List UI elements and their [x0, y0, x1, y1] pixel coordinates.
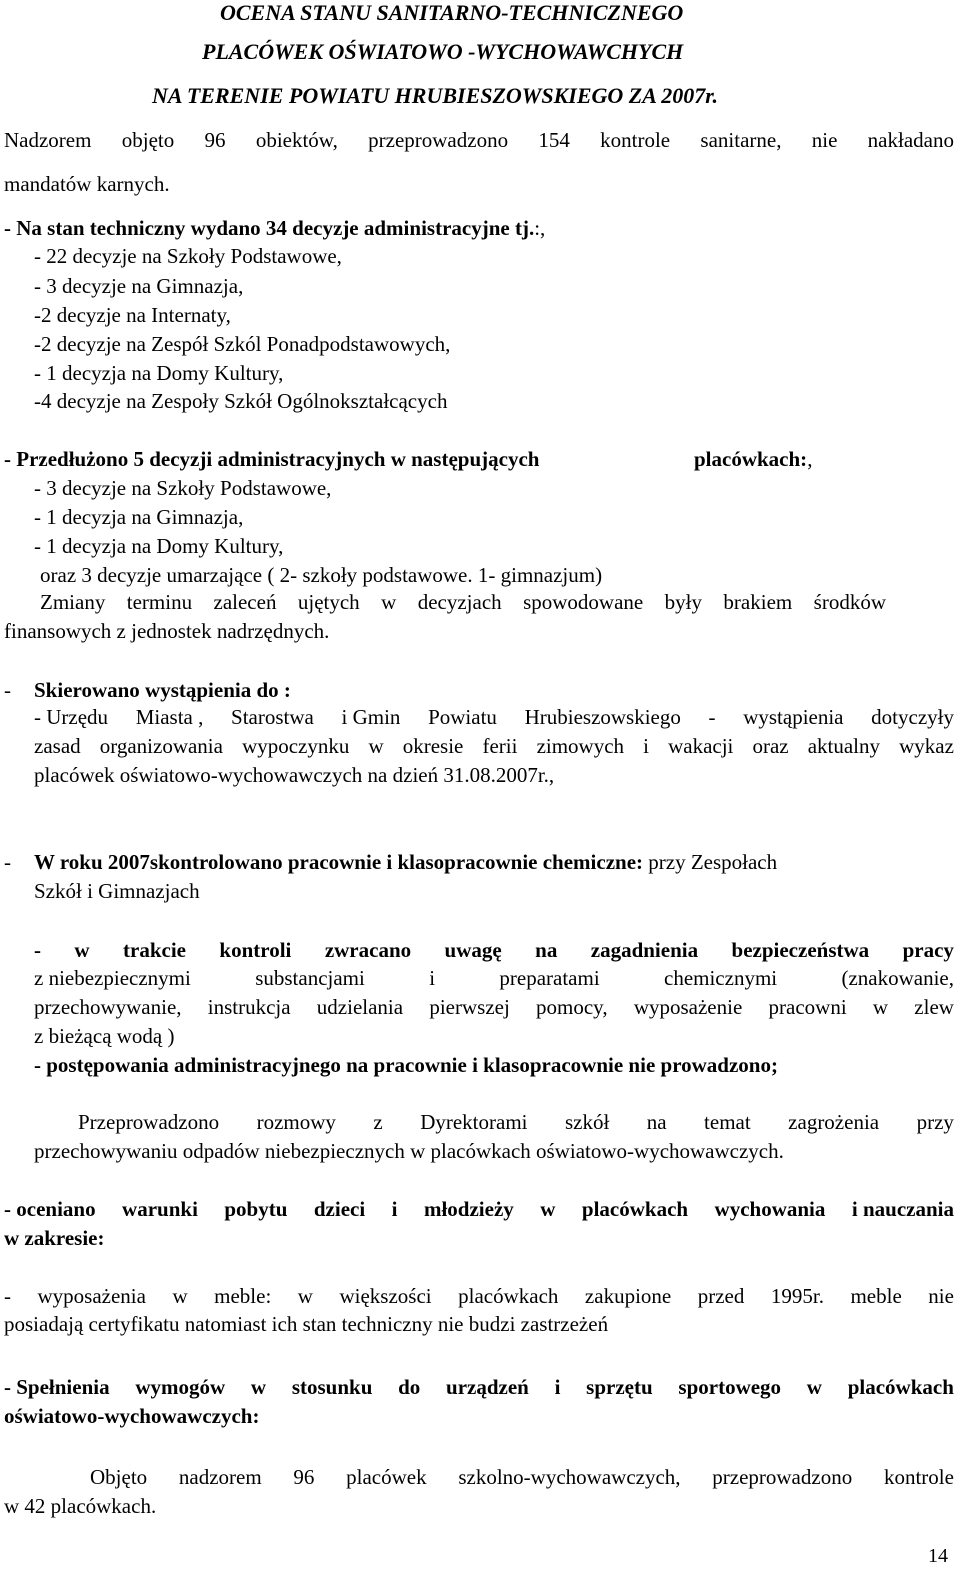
- technical-heading: - Na stan techniczny wydano 34 decyzje administracyjne tj.:,: [4, 216, 546, 240]
- supervision-line-2: w 42 placówkach.: [4, 1494, 157, 1518]
- conditions-line-1: - oceniano warunki pobytu dzieci i młodzieży w placówkach wychowania i nauczania: [4, 1197, 954, 1221]
- technical-item-5: - 1 decyzja na Domy Kultury,: [34, 361, 284, 385]
- conditions-line-2: w zakresie:: [4, 1226, 105, 1250]
- chemistry-dash: -: [4, 850, 11, 874]
- sports-line-2: oświatowo-wychowawczych:: [4, 1404, 260, 1428]
- attention-line: - w trakcie kontroli zwracano uwagę na zagadnienia bezpieczeństwa pracy: [34, 938, 954, 962]
- extended-item-2: - 1 decyzja na Gimnazja,: [34, 505, 244, 529]
- changes-line-1: Zmiany terminu zaleceń ujętych w decyzjach spowodowane były brakiem środków: [40, 590, 886, 614]
- furniture-line-1: - wyposażenia w meble: w większości placówkach zakupione przed 1995r. meble nie: [4, 1284, 954, 1308]
- chemistry-heading-line-2: Szkół i Gimnazjach: [34, 879, 200, 903]
- substances-line: z niebezpiecznymi substancjami i preparatami chemicznymi (znakowanie,: [34, 966, 954, 990]
- title-line-3: NA TERENIE POWIATU HRUBIESZOWSKIEGO ZA 2007r.: [152, 83, 719, 108]
- referrals-line-3: placówek oświatowo-wychowawczych na dzień 31.08.2007r.,: [34, 763, 555, 787]
- page-number: 14: [928, 1545, 948, 1567]
- referrals-line-1: - Urzędu Miasta , Starostwa i Gmin Powiatu Hrubieszowskiego - wystąpienia dotyczyły: [34, 705, 954, 729]
- technical-item-1: - 22 decyzje na Szkoły Podstawowe,: [34, 244, 342, 268]
- no-proceedings-line: - postępowania administracyjnego na pracownie i klasopracownie nie prowadzono;: [34, 1053, 778, 1077]
- referrals-heading: Skierowano wystąpienia do :: [34, 678, 291, 702]
- title-line-2: PLACÓWEK OŚWIATOWO -WYCHOWAWCHYCH: [202, 39, 684, 64]
- referrals-line-2: zasad organizowania wypoczynku w okresie ferii zimowych i wakacji oraz aktualny wykaz: [34, 734, 954, 758]
- chemistry-heading: W roku 2007skontrolowano pracownie i klasopracownie chemiczne: przy Zespołach: [34, 850, 778, 874]
- water-line: z bieżącą wodą ): [34, 1024, 175, 1048]
- extended-item-3: - 1 decyzja na Domy Kultury,: [34, 534, 284, 558]
- talks-line-1: Przeprowadzono rozmowy z Dyrektorami szkół na temat zagrożenia przy: [78, 1110, 954, 1134]
- intro-line-2: mandatów karnych.: [4, 172, 170, 196]
- technical-item-6: -4 decyzje na Zespoły Szkół Ogólnokształcących: [34, 389, 448, 413]
- supervision-line-1: Objęto nadzorem 96 placówek szkolno-wychowawczych, przeprowadzono kontrole: [90, 1465, 954, 1489]
- changes-line-2: finansowych z jednostek nadrzędnych.: [4, 619, 330, 643]
- extended-heading: - Przedłużono 5 decyzji administracyjnych w następujących: [4, 447, 540, 471]
- talks-line-2: przechowywaniu odpadów niebezpiecznych w placówkach oświatowo-wychowawczych.: [34, 1139, 784, 1163]
- storage-line: przechowywanie, instrukcja udzielania pierwszej pomocy, wyposażenie pracowni w zlew: [34, 995, 954, 1019]
- furniture-line-2: posiadają certyfikatu natomiast ich stan techniczny nie budzi zastrzeżeń: [4, 1312, 609, 1336]
- technical-item-4: -2 decyzje na Zespół Szkól Ponadpodstawowych,: [34, 332, 451, 356]
- intro-line-1: Nadzorem objęto 96 obiektów, przeprowadzono 154 kontrole sanitarne, nie nakładano: [4, 128, 954, 152]
- sports-line-1: - Spełnienia wymogów w stosunku do urządzeń i sprzętu sportowego w placówkach: [4, 1375, 954, 1399]
- extended-item-4: oraz 3 decyzje umarzające ( 2- szkoły podstawowe. 1- gimnazjum): [40, 563, 603, 587]
- extended-item-1: - 3 decyzje na Szkoły Podstawowe,: [34, 476, 332, 500]
- technical-item-2: - 3 decyzje na Gimnazja,: [34, 274, 244, 298]
- extended-heading-tail: placówkach:,: [694, 447, 813, 471]
- title-line-1: OCENA STANU SANITARNO-TECHNICZNEGO: [220, 0, 684, 25]
- technical-item-3: -2 decyzje na Internaty,: [34, 303, 231, 327]
- referrals-dash: -: [4, 678, 11, 702]
